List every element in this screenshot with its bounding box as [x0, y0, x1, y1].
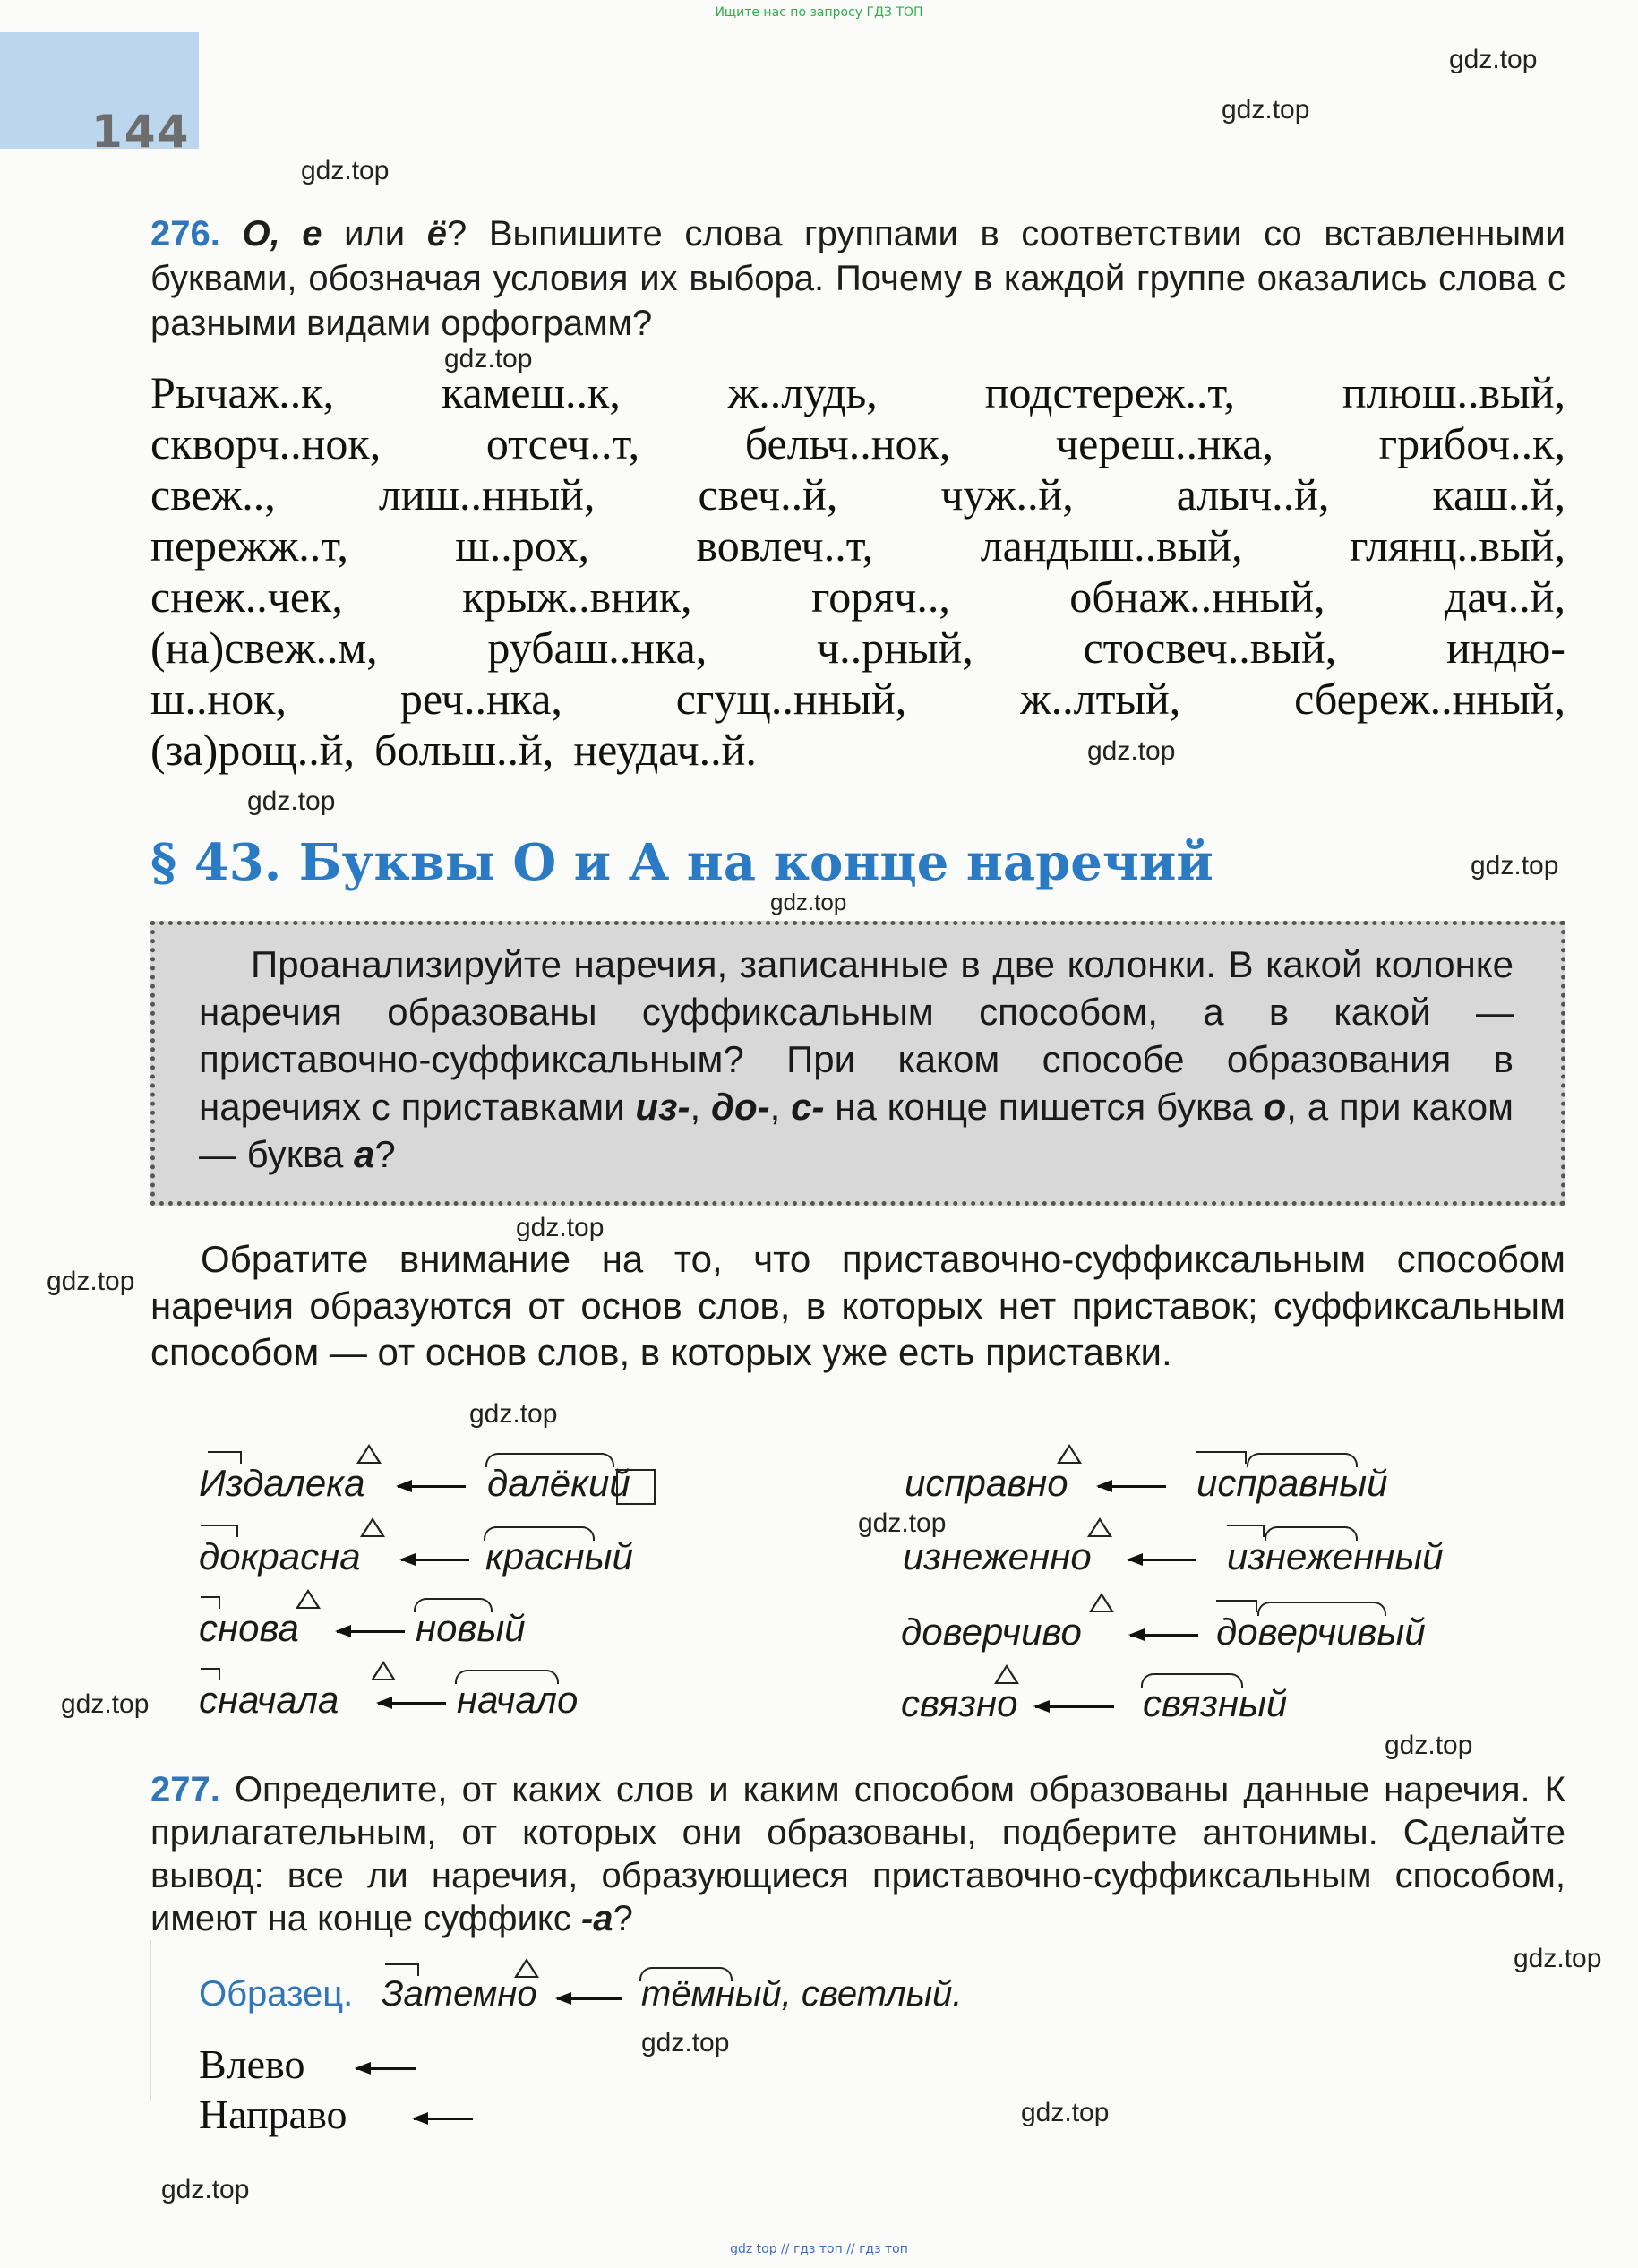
suffix-mark: [371, 1661, 396, 1680]
word: скворч..нок,: [150, 418, 382, 468]
example-adverb: доверчиво: [901, 1611, 1082, 1653]
task-end: ?: [613, 1899, 633, 1938]
watermark: gdz.top: [61, 1689, 150, 1719]
prefix-mark: [201, 1596, 220, 1609]
word: ш..нок,: [150, 674, 287, 724]
word: реч..нка,: [399, 674, 562, 724]
root-mark: [455, 1670, 559, 1684]
derivation-arrow: [1035, 1705, 1114, 1708]
watermark: gdz.top: [516, 1213, 605, 1242]
root-mark: [485, 1453, 614, 1467]
watermark: gdz.top: [1385, 1731, 1473, 1760]
separator: ,: [690, 1086, 711, 1128]
word-line: [150, 725, 1565, 776]
word: подстереж..т,: [984, 367, 1236, 417]
suffix-mark: [994, 1664, 1019, 1684]
watermark: gdz.top: [1514, 1944, 1602, 1973]
watermark: gdz.top: [770, 889, 847, 915]
root-mark: [639, 1967, 733, 1981]
watermark: gdz.top: [1021, 2098, 1110, 2127]
note-content: Обратите внимание на то, что приставочно-суффиксальным способом наречия образуются от основ слов, в которых нет приставок; суффиксальным способом — от основ слов, в которых уже есть приставки.: [150, 1238, 1565, 1373]
suffix-mark: [514, 1958, 539, 1978]
example-adverb: Издалека: [199, 1462, 365, 1504]
derivation-arrow: [401, 1559, 469, 1561]
word: больш..й,: [374, 725, 554, 775]
word: сбереж..нный,: [1294, 674, 1565, 724]
task-text: Определите, от каких слов и каким способом образованы данные наречия. К прилагательным, от которых они образованы, подберите антонимы. Сделайте вывод: все ли наречия, образующиеся приставочно-суффиксальным способом, имеют на конце суффикс: [150, 1770, 1565, 1938]
word: неудач..й.: [573, 725, 757, 775]
root-mark: [1141, 1673, 1243, 1688]
answer-area: [150, 1940, 1566, 2101]
suffix-mark: [1089, 1593, 1114, 1612]
watermark: gdz.top: [469, 1399, 558, 1429]
prefix-mark: [1216, 1600, 1257, 1612]
word: сгущ..нный,: [675, 674, 907, 724]
word-line: [150, 418, 1565, 469]
word: (за)рощ..й,: [150, 725, 356, 775]
task-text: ? Выпишите слова группами в соответствии со вставленными буквами, обозначая условия их выбора. Почему в каждой группе оказались слова с разными видами орфограмм?: [150, 214, 1565, 343]
adverb-item: Влево: [199, 2041, 305, 2087]
separator: ,: [769, 1086, 792, 1128]
watermark: gdz.top: [161, 2175, 250, 2204]
rule-part: на конце пишется буква: [824, 1086, 1264, 1128]
watermark: gdz.top: [858, 1508, 947, 1538]
word: горяч..,: [810, 571, 950, 622]
ending-mark: [616, 1469, 656, 1505]
letter-o: о: [1263, 1086, 1287, 1128]
top-banner[interactable]: Ищите нас по запросу ГДЗ ТОП: [715, 5, 923, 20]
derivation-arrow: [1128, 1559, 1196, 1561]
rule-text: [199, 941, 1514, 1178]
word-line: [150, 674, 1565, 725]
suffix-mark: [1057, 1444, 1082, 1464]
word: вовлеч..т,: [696, 520, 874, 571]
root-mark: [414, 1598, 493, 1612]
example-source: исправный: [1196, 1462, 1388, 1504]
word: свеж..,: [150, 469, 276, 520]
example-adverb: сначала: [199, 1679, 339, 1721]
word: обнаж..нный,: [1069, 571, 1325, 622]
example-source: изнеженный: [1227, 1535, 1444, 1577]
word: Рычаж..к,: [150, 367, 335, 417]
word: алыч..й,: [1176, 469, 1330, 520]
suffix-mark: [1087, 1517, 1112, 1537]
word: крыж..вник,: [462, 571, 692, 622]
example-adverb: снова: [199, 1607, 299, 1649]
watermark: gdz.top: [641, 2028, 730, 2058]
prefix-iz: из-: [635, 1086, 690, 1128]
watermark: gdz.top: [47, 1267, 135, 1296]
word-list-276: [150, 367, 1565, 776]
word: глянц..вый,: [1350, 520, 1565, 571]
word: индю-: [1445, 623, 1565, 673]
example-source: красный: [485, 1535, 633, 1577]
word: ж..лудь,: [727, 367, 878, 417]
watermark: gdz.top: [1471, 851, 1559, 881]
word: плюш..вый,: [1342, 367, 1565, 417]
sample-adverb: Затемно: [382, 1974, 537, 2014]
word-line: [150, 469, 1565, 520]
word: каш..й,: [1432, 469, 1565, 520]
word: ж..лтый,: [1020, 674, 1181, 724]
prefix-mark: [385, 1963, 419, 1976]
derivation-arrow: [414, 2118, 473, 2120]
watermark: gdz.top: [444, 344, 533, 374]
sample-label: Образец.: [199, 1974, 354, 2014]
word: свеч..й,: [698, 469, 838, 520]
suffix-mark: [296, 1589, 321, 1609]
letter-yo: ё: [426, 214, 447, 253]
rule-part: ?: [374, 1133, 396, 1175]
root-mark: [1265, 1526, 1358, 1541]
task-277: [150, 1768, 1565, 1940]
example-adverb: исправно: [905, 1462, 1068, 1504]
example-source: начало: [457, 1679, 579, 1721]
word: дач..й,: [1444, 571, 1565, 622]
rule-part: , а при каком — буква: [199, 1086, 1514, 1175]
example-adverb: связно: [901, 1682, 1018, 1724]
derivation-arrow: [356, 2067, 416, 2070]
suffix-mark: [356, 1444, 382, 1464]
word: снеж..чек,: [150, 571, 343, 622]
watermark: gdz.top: [1449, 45, 1538, 74]
prefix-mark: [1196, 1451, 1247, 1464]
task-number: 277.: [150, 1770, 220, 1809]
prefix-do: до-: [711, 1086, 770, 1128]
derivation-arrow: [378, 1702, 446, 1705]
word: чуж..й,: [940, 469, 1074, 520]
word: (на)свеж..м,: [150, 623, 378, 673]
watermark: gdz.top: [1087, 736, 1176, 766]
word: ландыш..вый,: [980, 520, 1243, 571]
suffix-mark: [360, 1517, 385, 1537]
adverb-item: Направо: [199, 2092, 347, 2137]
note-text: [150, 1236, 1565, 1376]
word-line: [150, 571, 1565, 623]
word: стосвеч..вый,: [1083, 623, 1337, 673]
word: отсеч..т,: [485, 418, 640, 468]
word: ч..рный,: [816, 623, 973, 673]
watermark: gdz.top: [301, 156, 390, 185]
example-source: связный: [1143, 1682, 1288, 1724]
root-mark: [1247, 1453, 1358, 1467]
watermark: gdz.top: [1222, 95, 1310, 125]
word: камеш..к,: [441, 367, 621, 417]
prefix-s: с-: [791, 1086, 825, 1128]
example-adverb: докрасна: [199, 1535, 361, 1577]
word: лиш..нный,: [378, 469, 596, 520]
letters-o-e: О, е: [242, 214, 322, 253]
example-source: доверчивый: [1216, 1611, 1426, 1653]
section-title: § 43. Буквы О и А на конце наречий: [150, 833, 1213, 892]
word: рубаш..нка,: [487, 623, 708, 673]
word: пережж..т,: [150, 520, 348, 571]
word: череш..нка,: [1055, 418, 1274, 468]
page-number: 144: [91, 106, 191, 158]
word-line: [150, 367, 1565, 418]
derivation-arrow: [557, 1997, 622, 2000]
example-source: новый: [416, 1607, 526, 1649]
word: ш..рох,: [455, 520, 590, 571]
task-276: [150, 211, 1565, 346]
word-line: [150, 623, 1565, 674]
sample-source: тёмный, светлый.: [641, 1974, 963, 2014]
word-line: [150, 520, 1565, 571]
or-word: или: [344, 214, 406, 253]
letter-a: а: [354, 1133, 375, 1175]
word: бельч..нок,: [744, 418, 951, 468]
derivation-arrow: [337, 1630, 405, 1633]
prefix-mark: [208, 1451, 242, 1464]
prefix-mark: [201, 1668, 220, 1680]
root-mark: [1257, 1602, 1386, 1616]
suffix-a: -а: [580, 1899, 613, 1938]
derivation-arrow: [1130, 1634, 1198, 1637]
root-mark: [484, 1526, 595, 1541]
task-number: 276.: [150, 214, 220, 253]
example-adverb: изнеженно: [903, 1535, 1092, 1577]
rule-part: Проанализируйте наречия, записанные в две колонки. В какой колонке наречия образованы суффиксальным способом, а в какой — приставочно-суффиксальным? При каком способе образования в наречиях с приставками: [199, 943, 1514, 1128]
derivation-arrow: [1098, 1485, 1166, 1488]
prefix-mark: [201, 1525, 238, 1537]
bottom-banner[interactable]: gdz top // гдз топ // гдз топ: [730, 2242, 908, 2256]
derivation-arrow: [398, 1485, 466, 1488]
watermark: gdz.top: [247, 786, 336, 816]
word: грибоч..к,: [1378, 418, 1565, 468]
example-source: далёкий: [487, 1462, 630, 1504]
prefix-mark: [1227, 1525, 1265, 1537]
